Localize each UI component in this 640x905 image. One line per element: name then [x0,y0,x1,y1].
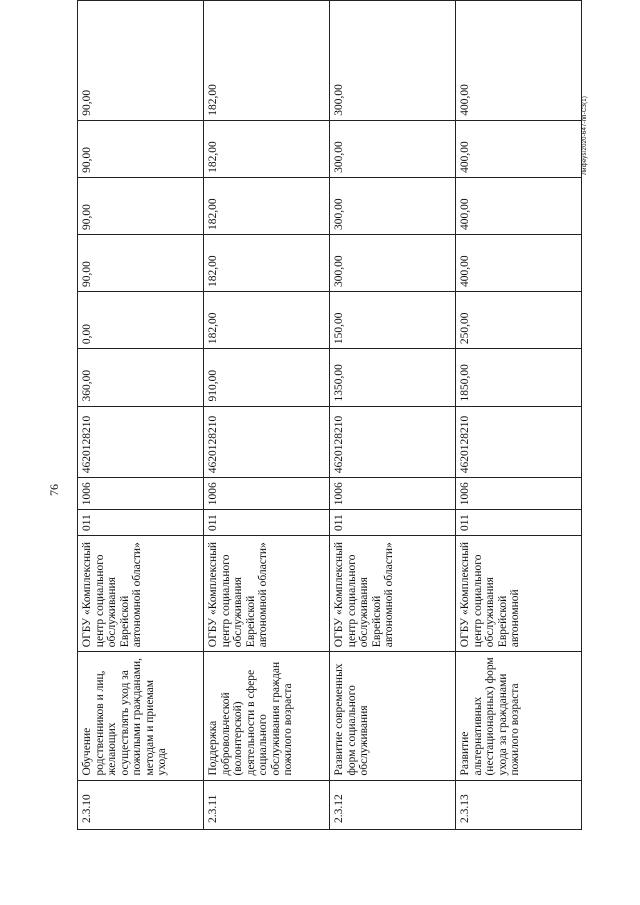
rzpr-code: 1006 [207,482,219,506]
executor: ОГБУ «Комплексный центр социального обслуживания Еврейской автономной области» [330,536,456,652]
table-row [456,1,582,830]
year5-value: 182,00 [204,1,330,121]
grbs-code: 011 [78,509,203,535]
rzpr-code: 1006 [333,482,345,506]
year4-value: 300,00 [330,120,456,177]
year4-value: 182,00 [204,120,330,177]
csr-code: 4620128210 [78,406,204,478]
year2-value: 90,00 [78,234,204,291]
total-value: 1350,00 [330,349,456,406]
year1-value: 150,00 [330,292,456,349]
year3-value: 90,00 [78,177,204,234]
document-code: Лифеуs/2020-647-пп-СЗ(1) [582,95,588,175]
rzpr-code: 1006 [81,482,93,506]
executor: ОГБУ «Комплексный центр социального обслуживания Еврейской автономной области» [204,536,330,652]
executor: ОГБУ «Комплексный центр социального обслуживания Еврейской автономной области» [78,536,204,652]
total-value: 1850,00 [456,349,582,406]
year3-value: 300,00 [330,177,456,234]
year1-value: 250,00 [456,292,582,349]
year2-value: 182,00 [204,234,330,291]
year3-value: 400,00 [456,177,582,234]
year4-value: 90,00 [78,120,204,177]
table-row [78,1,204,830]
rzpr-code: 1006 [459,482,471,506]
total-value: 910,00 [204,349,330,406]
budget-codes [204,478,330,536]
year1-value: 182,00 [204,292,330,349]
activity-name: Развитие альтернативных (нестационарных) форм ухода за гражданами пожилого возраста [456,652,582,780]
page-number: 76 [47,484,61,496]
grbs-code: 011 [456,509,581,535]
budget-codes [330,478,456,536]
budget-table [77,0,582,830]
year2-value: 400,00 [456,234,582,291]
row-code: 2.3.12 [330,780,456,829]
year2-value: 300,00 [330,234,456,291]
table-row [204,1,330,830]
year5-value: 300,00 [330,1,456,121]
year5-value: 400,00 [456,1,582,121]
year4-value: 400,00 [456,120,582,177]
grbs-code: 011 [330,509,455,535]
row-code: 2.3.13 [456,780,582,829]
csr-code: 4620128210 [204,406,330,478]
year1-value: 0,00 [78,292,204,349]
grbs-code: 011 [204,509,329,535]
executor: ОГБУ «Комплексный центр социального обслуживания Еврейской автономной [456,536,582,652]
activity-name: Поддержка добровольческой (волонтерской) деятельности в сфере социального обслуживания граждан пожилого возраста [204,652,330,780]
row-code: 2.3.11 [204,780,330,829]
year3-value: 182,00 [204,177,330,234]
activity-name: Развитие современных форм социального обслуживания [330,652,456,780]
budget-codes [456,478,582,536]
activity-name: Обучение родственников и лиц, желающих осуществлять уход за пожилыми гражданами, методам и приемам ухода [78,652,204,780]
table-row [330,1,456,830]
csr-code: 4620128210 [330,406,456,478]
year5-value: 90,00 [78,1,204,121]
budget-codes [78,478,204,536]
total-value: 360,00 [78,349,204,406]
csr-code: 4620128210 [456,406,582,478]
row-code: 2.3.10 [78,780,204,829]
